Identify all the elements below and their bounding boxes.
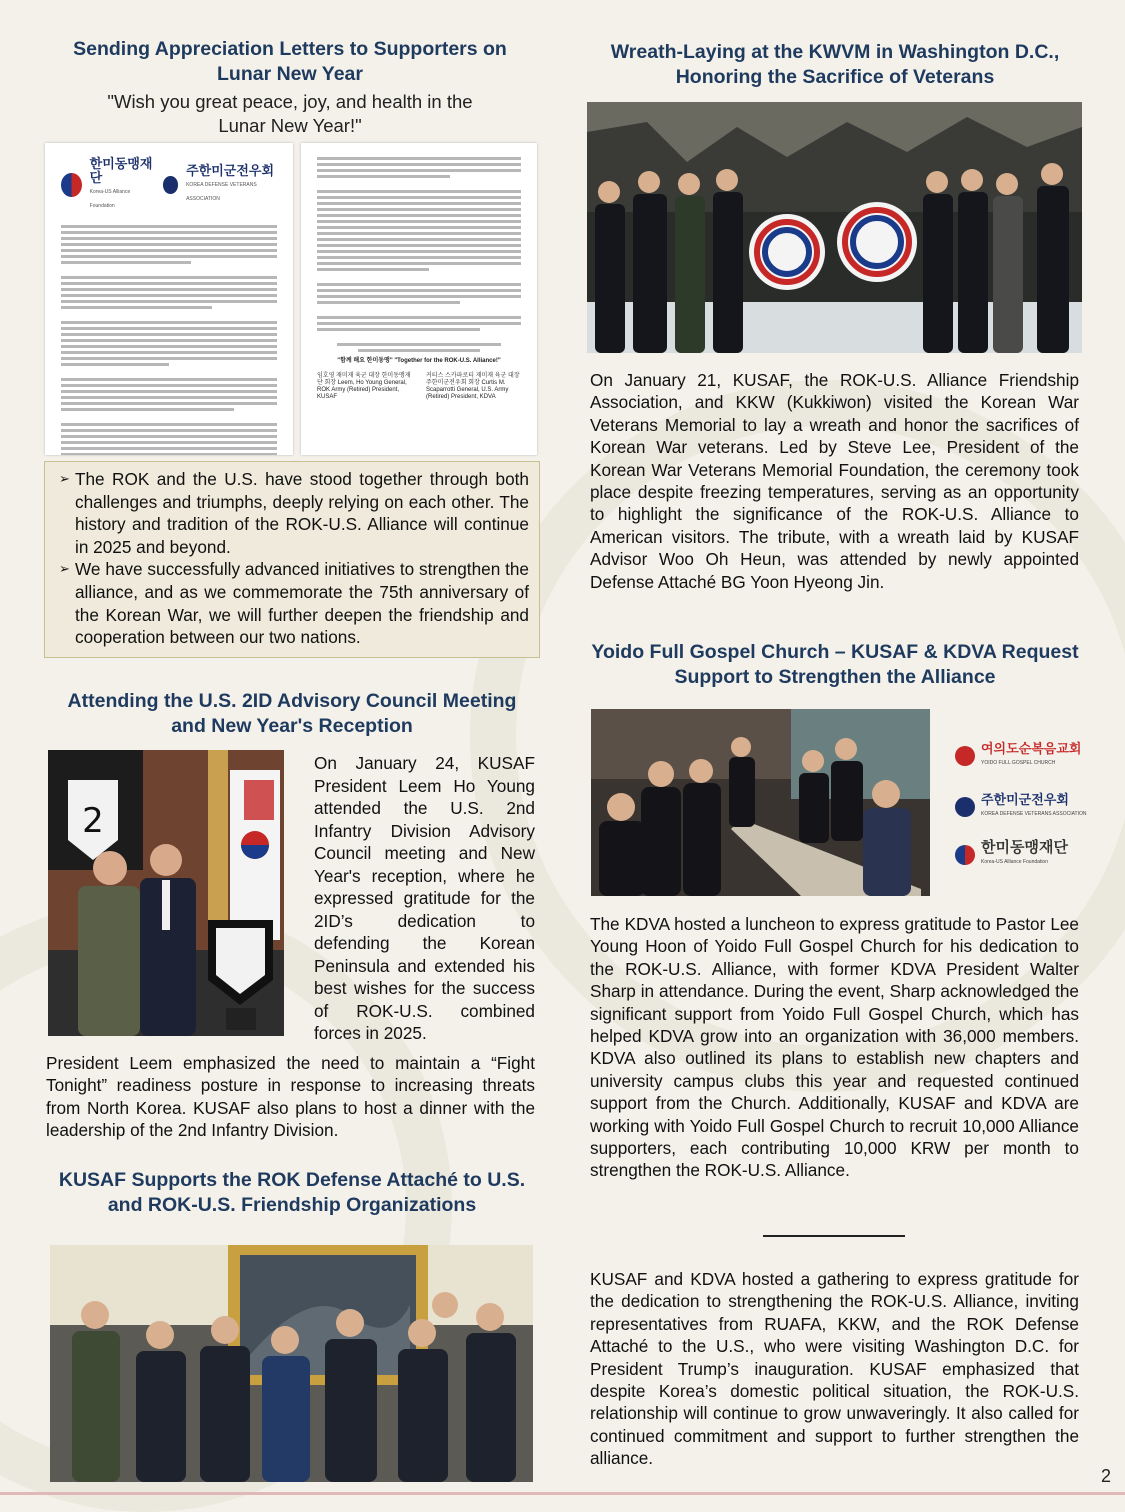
arrow-bullet-icon: ➢ (59, 561, 70, 577)
lunar-new-year-quote: "Wish you great peace, joy, and health in the Lunar New Year!" (107, 91, 473, 136)
kusaf-logo-icon (955, 845, 975, 865)
appreciation-letter-korean (45, 143, 293, 455)
photo-wreath-laying-kwvm (587, 102, 1082, 353)
kdva-logo-icon (955, 797, 975, 817)
yoido-church-logo: 여의도순복음교회 YOIDO FULL GOSPEL CHURCH (955, 742, 1081, 770)
highlight-bullet: ➢ The ROK and the U.S. have stood together through both challenges and triumphs, deeply relying on each other. The history and tradition of the ROK-U.S. Alliance will continue in 2025 and beyond. (59, 469, 529, 557)
highlight-bullet: ➢ We have successfully advanced initiatives to strengthen the alliance, and as we commemorate the 75th anniversary of the Korean War, we will further deepen the friendship and cooperation between our two nations. (59, 559, 529, 648)
section-title-defense-attache: KUSAF Supports the ROK Defense Attaché to U.S. and ROK-U.S. Friendship Organizations (58, 1169, 526, 1216)
wreath-laying-paragraph: On January 21, KUSAF, the ROK-U.S. Alliance Friendship Association, and KKW (Kukkiwon) visited the Korean War Veterans Memorial to lay a wreath and honor the sacrifices of Korean War veterans. Led by Steve Lee, President of the Korean War Veterans Memorial Foundation, the ceremony took place despite freezing temperatures, serving as an opportunity to highlight the significance of the ROK-U.S. Alliance to American visitors. The tribute, with a wreath laid by KUSAF Advisor Woo Oh Heun, was attended by newly appointed Defense Attaché BG Yoon Hyeong Jin. (590, 370, 1079, 592)
letter-closing: "함께 해요 한미동맹" "Together for the ROK-U.S. Alliance!" (337, 358, 501, 364)
bottom-rule (0, 1492, 1125, 1495)
page-number: 2 (1100, 1466, 1111, 1486)
church-logo-icon (955, 746, 975, 766)
signature-scaparrotti: 커티스 스카파로티 재미재 육군 대장 주한미군전우회 회장 Curtis M. Scaparrotti General, U.S. Army (Retired) President, KDVA (426, 373, 520, 400)
photo-defense-attache-group (50, 1245, 533, 1482)
kusaf-sponsor-logo: 한미동맹재단 Korea-US Alliance Foundation (955, 841, 1068, 869)
kdva-logo-text: 주한미군전우회 KOREA DEFENSE VETERANS ASSOCIATION (186, 163, 274, 202)
kusaf-logo-icon (61, 173, 82, 197)
gathering-paragraph: KUSAF and KDVA hosted a gathering to express gratitude for the dedication to strengthening the ROK-U.S. Alliance, inviting representatives from RUAFA, KKW, and the ROK Defense Attaché to the U.S., who were visiting Washington D.C. for President Trump’s inauguration. KUSAF emphasized that despite Korea’s domestic political situation, the ROK-U.S. relationship will continue to grow unwaveringly. It also called for continued commitment and support to further strengthen the alliance. (590, 1269, 1079, 1469)
section-title-lunar-new-year: Sending Appreciation Letters to Supporters on Lunar New Year (73, 38, 507, 85)
appreciation-letter-english (301, 143, 537, 455)
arrow-bullet-icon: ➢ (59, 471, 70, 486)
2id-meeting-summary: On January 24, KUSAF President Leem Ho Young attended the U.S. 2nd Infantry Division Advisory Council meeting and New Year's reception, where he expressed gratitude for the 2ID’s dedication to defending the Korean Peninsula and extended his best wishes for the success of ROK-U.S. combined forces in 2025. (314, 753, 535, 1043)
section-title-yoido-church: Yoido Full Gospel Church – KUSAF & KDVA Request Support to Strengthen the Alliance (591, 641, 1079, 688)
kusaf-logo-text: 한미동맹재단 Korea-US Alliance Foundation (89, 156, 153, 209)
letter-body-lines (317, 157, 521, 352)
2id-fight-tonight-paragraph: President Leem emphasized the need to maintain a “Fight Tonight” readiness posture in response to increasing threats from North Korea. KUSAF also plans to host a dinner with the leadership of the 2nd Infantry Division. (46, 1053, 535, 1141)
kdva-logo-icon (163, 176, 179, 194)
section-divider (763, 1235, 905, 1237)
section-title-wreath-laying: Wreath-Laying at the KWVM in Washington D.C., Honoring the Sacrifice of Veterans (610, 41, 1060, 88)
signature-leem: 임호영 재미재 육군 대장 한미동맹재단 회장 Leem, Ho Young General, ROK Army (Retired) President, KUSAF (317, 373, 411, 400)
alliance-highlights-box (44, 461, 540, 658)
section-title-2id-advisory: Attending the U.S. 2ID Advisory Council Meeting and New Year's Reception (67, 690, 517, 737)
svg-text:2: 2 (82, 801, 104, 841)
photo-yoido-luncheon (591, 709, 930, 896)
photo-2id-reception (48, 750, 284, 1036)
yoido-luncheon-paragraph: The KDVA hosted a luncheon to express gratitude to Pastor Lee Young Hoon of Yoido Full Gospel Church for his dedication to the ROK-U.S. Alliance, with former KDVA President Walter Sharp in attendance. During the event, Sharp acknowledged the significant support from Yoido Full Gospel Church, which has helped KDVA grow into an organization with 36,000 members. KDVA also outlined its plans to establish new chapters and university campus clubs this year and requested continued support from the Church. Additionally, KUSAF and KDVA are working with Yoido Full Gospel Church to recruit 10,000 Alliance supporters, each contributing 10,000 KRW per month to strengthen the ROK-U.S. Alliance. (590, 914, 1079, 1181)
letter-body-lines (61, 225, 277, 455)
kdva-sponsor-logo: 주한미군전우회 KOREA DEFENSE VETERANS ASSOCIATION (955, 793, 1087, 821)
